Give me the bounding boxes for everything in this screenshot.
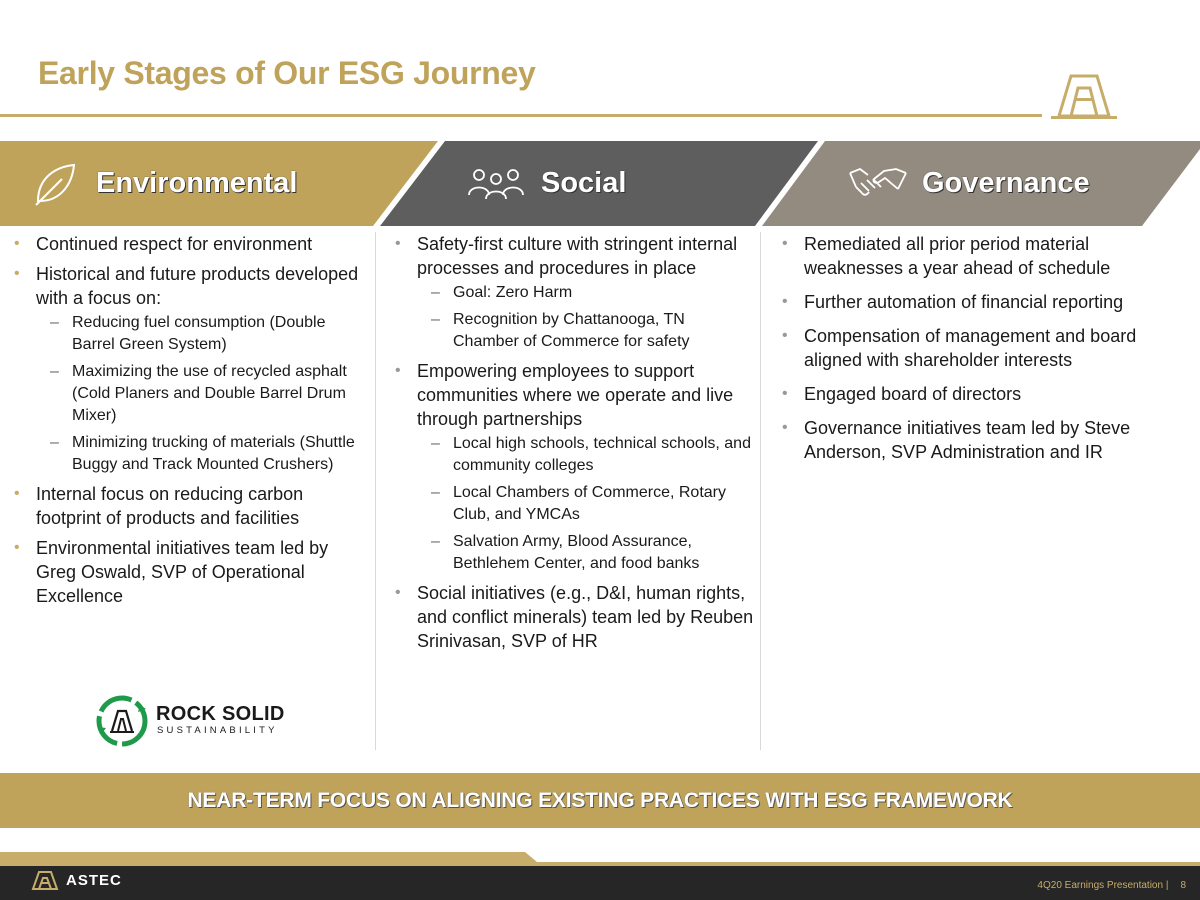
sub-list-item: – Salvation Army, Blood Assurance, Bethlehem Center, and food banks (393, 531, 755, 575)
list-item (12, 262, 367, 476)
footer-meta (1037, 880, 1186, 891)
list-item: • Environmental initiatives team led by Greg Oswald, SVP of Operational Excellence (12, 536, 367, 608)
social-heading: Social (541, 167, 627, 199)
leaf-icon (32, 161, 78, 207)
page-number: 8 (1180, 880, 1186, 891)
column-divider (760, 232, 761, 750)
environmental-heading: Environmental (96, 167, 298, 199)
recycle-badge-icon (96, 695, 148, 747)
astec-logo-icon (30, 870, 60, 890)
column-divider (375, 232, 376, 750)
sub-list-item: – Reducing fuel consumption (Double Barrel Green System) (12, 312, 367, 356)
list-item: • Governance initiatives team led by Steve Anderson, SVP Administration and IR (780, 416, 1140, 464)
presentation-title: 4Q20 Earnings Presentation | (1037, 880, 1169, 891)
list-item: • Engaged board of directors (780, 382, 1140, 406)
list-item: • Remediated all prior period material weaknesses a year ahead of schedule (780, 232, 1140, 280)
list-item-text: Empowering employees to support communities where we operate and live through partnerships (417, 361, 734, 429)
astec-logo-icon (1049, 72, 1119, 120)
title-rule (0, 114, 1042, 117)
governance-column (780, 232, 1140, 474)
social-column (393, 232, 755, 659)
list-item: • Internal focus on reducing carbon footprint of products and facilities (12, 482, 367, 530)
handshake-icon (848, 163, 908, 203)
list-item-text: Historical and future products developed with a focus on: (36, 264, 359, 308)
rock-solid-logo (96, 695, 296, 749)
list-item: • Compensation of management and board aligned with shareholder interests (780, 324, 1140, 372)
sub-list-item: – Minimizing trucking of materials (Shuttle Buggy and Track Mounted Crushers) (12, 432, 367, 476)
list-item: • Social initiatives (e.g., D&I, human rights, and conflict minerals) team led by Reuben Srinivasan, SVP of HR (393, 581, 755, 653)
esg-banner (0, 141, 1200, 226)
sub-list-item: – Local high schools, technical schools, and community colleges (393, 433, 755, 477)
sub-list-item: – Recognition by Chattanooga, TN Chamber of Commerce for safety (393, 309, 755, 353)
list-item-text: Safety-first culture with stringent internal processes and procedures in place (417, 234, 738, 278)
people-icon (467, 165, 525, 201)
rock-solid-subtitle: SUSTAINABILITY (157, 725, 278, 736)
sub-list-item: – Goal: Zero Harm (393, 282, 755, 304)
rock-solid-title: ROCK SOLID (156, 703, 285, 725)
list-item: • Continued respect for environment (12, 232, 367, 256)
focus-statement: NEAR-TERM FOCUS ON ALIGNING EXISTING PRACTICES WITH ESG FRAMEWORK (187, 788, 1013, 812)
page-title: Early Stages of Our ESG Journey (38, 55, 536, 91)
astec-brand (30, 868, 122, 892)
astec-wordmark: ASTEC (66, 871, 122, 889)
environmental-column (12, 232, 367, 614)
sub-list-item: – Maximizing the use of recycled asphalt (Cold Planers and Double Barrel Drum Mixer) (12, 361, 367, 427)
sub-list-item: – Local Chambers of Commerce, Rotary Club, and YMCAs (393, 482, 755, 526)
list-item: • Further automation of financial reporting (780, 290, 1140, 314)
list-item (393, 359, 755, 575)
governance-heading: Governance (922, 167, 1090, 199)
footer (0, 852, 1200, 900)
list-item (393, 232, 755, 353)
focus-bar (0, 773, 1200, 828)
